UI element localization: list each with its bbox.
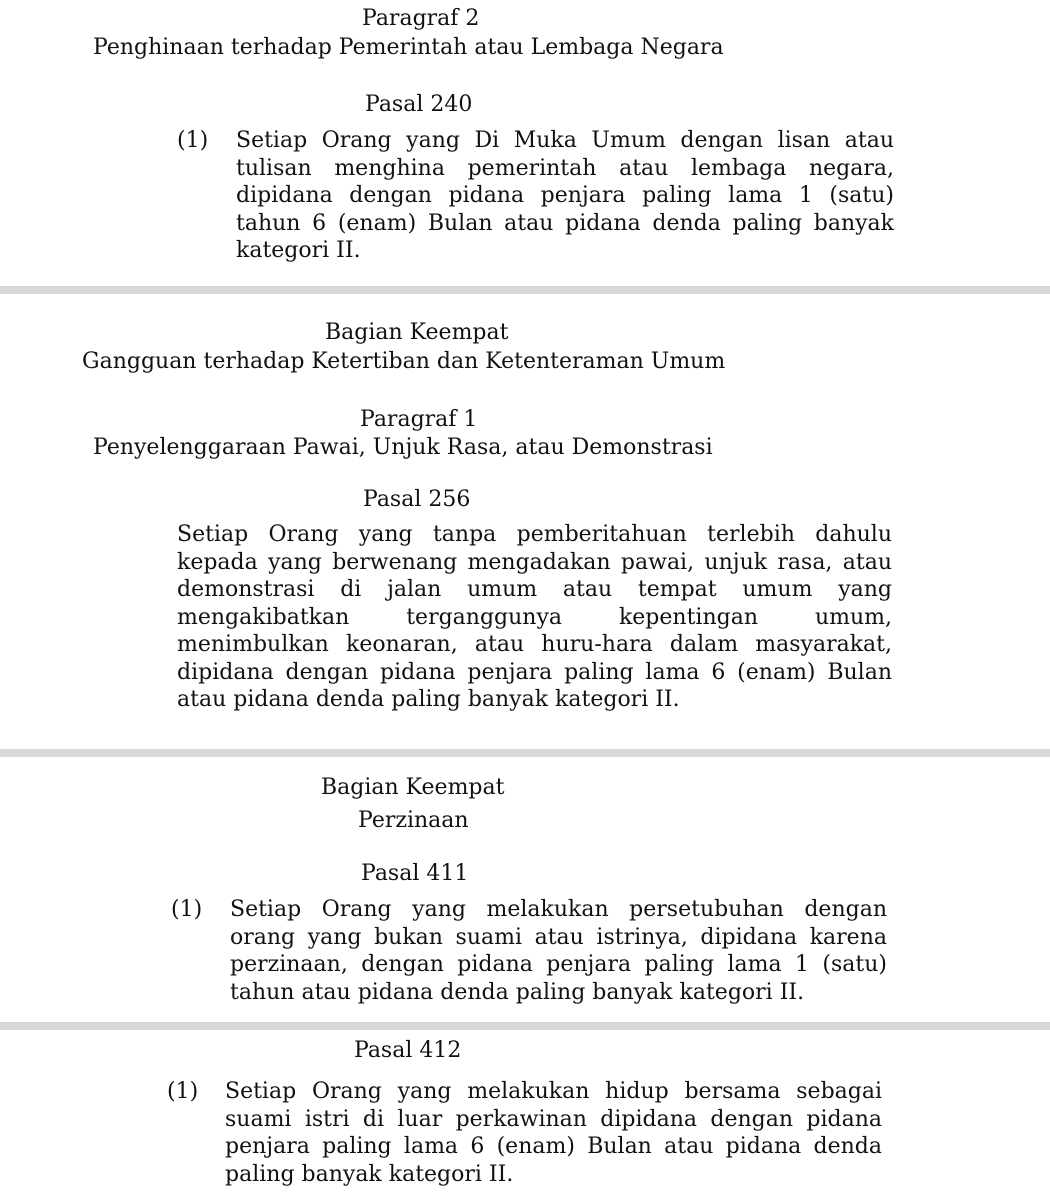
clause-text: Setiap Orang yang tanpa pemberitahuan terlebih dahulu kepada yang berwenang mengadakan pawai, unjuk rasa, atau demonstrasi di jalan umum atau tempat umum yang mengakibatkan terganggunya kepentingan umum, menimbulkan keonaran, atau huru-hara dalam masyarakat, dipidana dengan pidana penjara paling lama 6 (enam) Bulan atau pidana denda paling banyak kategori II. (177, 522, 892, 712)
part-heading: Bagian Keempat (321, 775, 505, 800)
paragraph-heading: Paragraf 2 (362, 6, 480, 31)
pasal-heading: Pasal 240 (365, 92, 473, 117)
pasal-heading: Pasal 256 (363, 487, 471, 512)
section-divider (0, 749, 1050, 757)
clause-number: (1) (167, 1079, 199, 1104)
clause-text: Setiap Orang yang melakukan persetubuhan dengan orang yang bukan suami atau istrinya, dipidana karena perzinaan, dengan pidana penjara paling lama 1 (satu) tahun atau pidana denda paling banyak kategori II. (230, 897, 887, 1005)
clause-text: Setiap Orang yang melakukan hidup bersama sebagai suami istri di luar perkawinan dipidana dengan pidana penjara paling lama 6 (enam) Bulan atau pidana denda paling banyak kategori II. (225, 1079, 882, 1187)
pasal-heading: Pasal 412 (354, 1038, 462, 1063)
pasal-heading: Pasal 411 (361, 861, 469, 886)
clause-text: Setiap Orang yang Di Muka Umum dengan lisan atau tulisan menghina pemerintah atau lembaga negara, dipidana dengan pidana penjara paling lama 1 (satu) tahun 6 (enam) Bulan atau pidana denda paling banyak kategori II. (236, 128, 894, 263)
section-divider (0, 286, 1050, 294)
paragraph-heading: Paragraf 1 (360, 407, 478, 432)
part-title: Perzinaan (358, 808, 469, 833)
paragraph-title: Penghinaan terhadap Pemerintah atau Lembaga Negara (93, 35, 724, 60)
paragraph-title: Penyelenggaraan Pawai, Unjuk Rasa, atau Demonstrasi (93, 435, 713, 460)
clause-number: (1) (177, 128, 209, 153)
clause-number: (1) (171, 897, 203, 922)
section-divider (0, 1022, 1050, 1030)
part-heading: Bagian Keempat (325, 320, 509, 345)
part-title: Gangguan terhadap Ketertiban dan Ketenteraman Umum (82, 349, 726, 374)
